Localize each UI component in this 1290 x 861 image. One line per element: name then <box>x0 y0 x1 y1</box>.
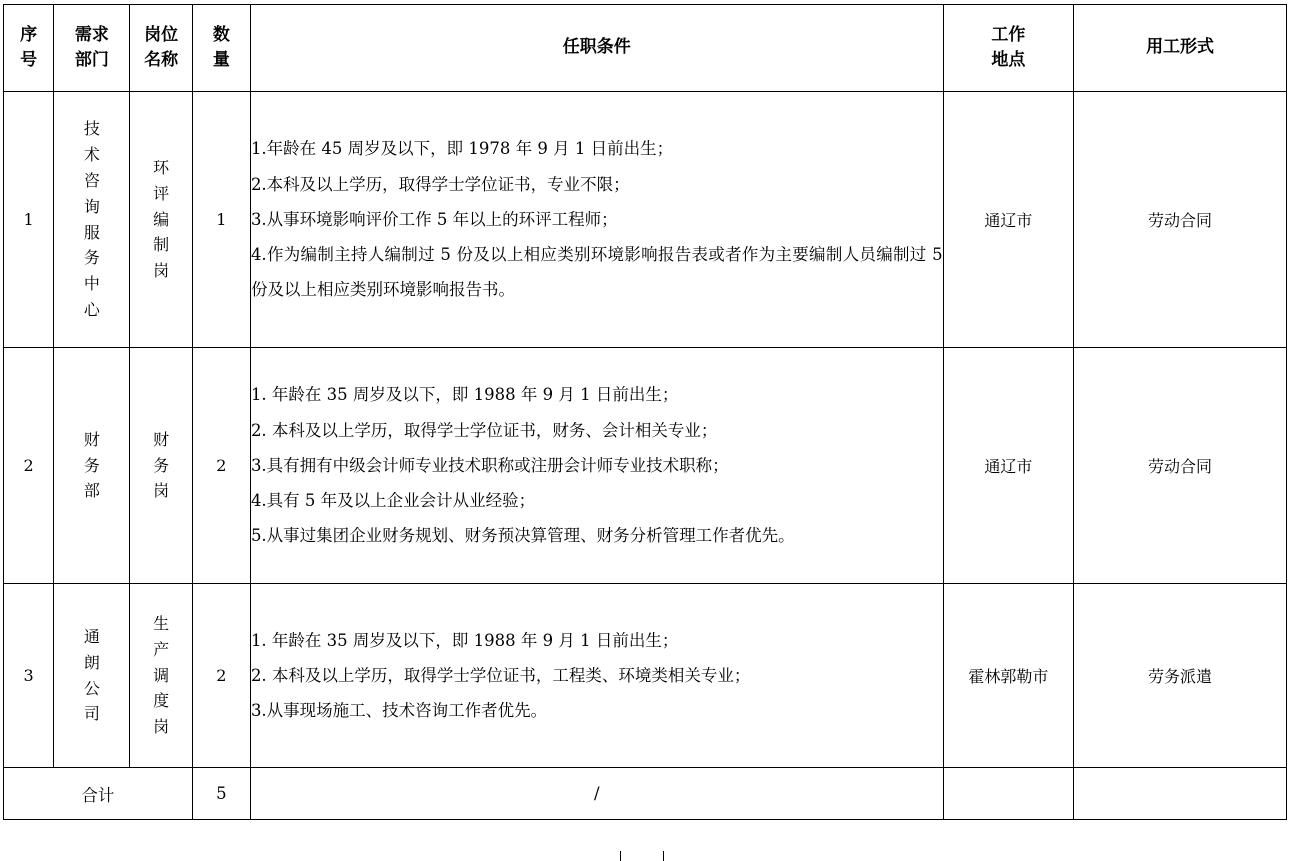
page-footer-mark <box>620 851 664 861</box>
header-cell-num <box>192 5 250 92</box>
header-cell-post <box>130 5 192 92</box>
post-char: 评 <box>153 183 170 203</box>
dept-char: 心 <box>83 300 100 320</box>
table-header <box>4 5 1287 92</box>
header-cell-no <box>4 5 54 92</box>
cell-no: 1 <box>4 92 54 348</box>
dept-char: 询 <box>83 196 100 216</box>
condition-line: 1. 年龄在 35 周岁及以下，即 1988 年 9 月 1 日前出生； <box>250 630 679 650</box>
total-employment <box>1074 768 1287 820</box>
condition-line: 2. 本科及以上学历，取得学士学位证书，财务、会计相关专业； <box>250 420 718 440</box>
condition-line: 2.本科及以上学历，取得学士学位证书，专业不限； <box>250 174 630 194</box>
cell-location: 通辽市 <box>943 348 1074 584</box>
header-dept-line1: 需求 <box>74 25 109 46</box>
header-row <box>4 5 1287 92</box>
cell-employment: 劳务派遣 <box>1074 584 1287 768</box>
header-location-line2: 地点 <box>991 50 1026 70</box>
dept-char: 服 <box>83 222 100 242</box>
cell-conditions <box>250 92 943 348</box>
header-location-line1: 工作 <box>991 25 1026 46</box>
header-cell-employment: 用工形式 <box>1074 5 1287 92</box>
header-cell-conditions: 任职条件 <box>250 5 943 92</box>
cell-location: 霍林郭勒市 <box>943 584 1074 768</box>
total-label: 合计 <box>4 768 193 820</box>
header-num-line1: 数 <box>212 25 230 46</box>
dept-char: 财 <box>83 429 100 449</box>
post-char: 生 <box>153 613 170 633</box>
cell-number: 2 <box>192 348 250 584</box>
table-body <box>4 92 1287 820</box>
cell-employment: 劳动合同 <box>1074 348 1287 584</box>
dept-char: 通 <box>83 626 100 646</box>
dept-char: 部 <box>83 481 100 501</box>
cell-number: 2 <box>192 584 250 768</box>
condition-line: 3.从事环境影响评价工作 5 年以上的环评工程师； <box>250 209 618 229</box>
dept-char: 技 <box>83 118 100 138</box>
dept-char: 朗 <box>83 652 100 672</box>
cell-dept <box>54 92 130 348</box>
post-char: 环 <box>153 157 170 177</box>
header-cell-dept <box>54 5 130 92</box>
table-row <box>4 92 1287 348</box>
dept-char: 务 <box>83 248 100 268</box>
recruitment-table <box>3 4 1287 820</box>
dept-char: 术 <box>83 144 100 164</box>
cell-post <box>130 348 192 584</box>
cell-post <box>130 92 192 348</box>
total-location <box>943 768 1074 820</box>
cell-conditions <box>250 584 943 768</box>
total-number: 5 <box>192 768 250 820</box>
header-post-line1: 岗位 <box>144 25 179 46</box>
cell-post <box>130 584 192 768</box>
header-post-line2: 名称 <box>144 50 179 70</box>
post-char: 务 <box>153 455 170 475</box>
post-char: 编 <box>153 209 170 229</box>
total-conditions: / <box>250 768 943 820</box>
cell-no: 2 <box>4 348 54 584</box>
cell-dept <box>54 584 130 768</box>
post-char: 产 <box>153 639 170 659</box>
header-no-line2: 号 <box>20 50 38 70</box>
condition-line: 2. 本科及以上学历，取得学士学位证书，工程类、环境类相关专业； <box>250 665 751 685</box>
cell-no: 3 <box>4 584 54 768</box>
post-char: 岗 <box>153 261 170 281</box>
post-char: 财 <box>153 429 170 449</box>
cell-employment: 劳动合同 <box>1074 92 1287 348</box>
condition-line: 3.具有拥有中级会计师专业技术职称或注册会计师专业技术职称； <box>250 455 729 475</box>
dept-char: 中 <box>83 274 100 294</box>
post-char: 制 <box>153 235 170 255</box>
header-no-line1: 序 <box>20 25 38 46</box>
cell-dept <box>54 348 130 584</box>
table-row <box>4 584 1287 768</box>
dept-char: 务 <box>83 455 100 475</box>
post-char: 度 <box>153 691 170 711</box>
post-char: 岗 <box>153 717 170 737</box>
header-dept-line2: 部门 <box>74 50 109 70</box>
condition-line: 3.从事现场施工、技术咨询工作者优先。 <box>250 701 548 721</box>
header-num-line2: 量 <box>212 50 230 70</box>
table-total-row <box>4 768 1287 820</box>
post-char: 调 <box>153 665 170 685</box>
dept-char: 司 <box>83 704 100 724</box>
condition-line: 1. 年龄在 35 周岁及以下，即 1988 年 9 月 1 日前出生； <box>250 385 679 405</box>
table-row <box>4 348 1287 584</box>
cell-location: 通辽市 <box>943 92 1074 348</box>
condition-line: 4.作为编制主持人编制过 5 份及以上相应类别环境影响报告表或者作为主要编制人员编制过 5 份及以上相应类别环境影响报告书。 <box>250 245 943 300</box>
cell-conditions <box>250 348 943 584</box>
header-cell-location <box>943 5 1074 92</box>
dept-char: 咨 <box>83 170 100 190</box>
condition-line: 4.具有 5 年及以上企业会计从业经验； <box>250 491 536 511</box>
dept-char: 公 <box>83 678 100 698</box>
condition-line: 5.从事过集团企业财务规划、财务预决算管理、财务分析管理工作者优先。 <box>250 526 795 546</box>
cell-number: 1 <box>192 92 250 348</box>
post-char: 岗 <box>153 481 170 501</box>
condition-line: 1.年龄在 45 周岁及以下，即 1978 年 9 月 1 日前出生； <box>250 139 674 159</box>
